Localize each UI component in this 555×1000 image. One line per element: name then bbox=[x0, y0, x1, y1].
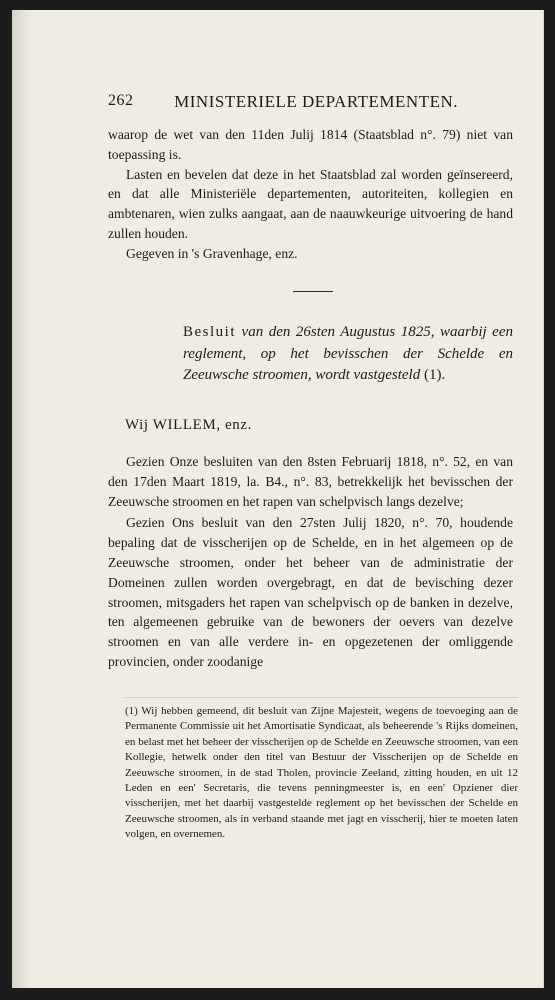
footnote-divider bbox=[125, 697, 518, 698]
decree-heading bbox=[183, 322, 513, 387]
section-divider bbox=[293, 291, 333, 292]
main-paragraph: Gezien Onze besluiten van den 8sten Februarij 1818, n°. 52, en van den 17den Maart 1819, la. B4., n°. 83, betrekkelijk het bevisschen der Zeeuwsche stroomen en het rapen van schelpvisch langs dezelve; bbox=[108, 454, 513, 509]
main-paragraph: Gezien Ons besluit van den 27sten Julij 1820, n°. 70, houdende bepaling dat de visscherijen op de Schelde, en in het algemeen op de Zeeuwsche stroomen, onder het beheer van de administratie der Domeinen zullen worden overgebragt, en dat de bevisching dezer stroomen, mitsgaders het rapen van schelpvisch op de banken in dezelve, ten algemeenen gebruike van de bewoners der oevers van dezelve stroomen en van alle verdere in- en opgezetenen der omliggende provincien, onder zoodanige bbox=[108, 515, 513, 669]
intro-paragraph: Lasten en bevelen dat deze in het Staatsblad zal worden geïnsereerd, en dat alle Ministeriële departementen, autoriteiten, kollegien en ambtenaren, wien zulks aangaat, aan de naauwkeurige uitvoering de hand zullen houden. bbox=[108, 166, 513, 241]
page-number: 262 bbox=[108, 92, 134, 109]
page-header bbox=[108, 92, 458, 112]
footnote: (1) Wij hebben gemeend, dit besluit van Zijne Majesteit, wegens de toevoeging aan de Permanente Commissie uit het Amortisatie Syndicaat, als beheerende 's Rijks domeinen, en belast met het beheer der visscherijen op de Schelde en Zeeuwsche stroomen, van een Kollegie, hetwelk onder den titel van Bestuur der Visscherijen op de Schelde en Zeeuwsche stroomen, in de stad Tholen, provincie Zeeland, zitting houden, en uit 12 Leden en een' Secretaris, die tevens penningmeester is, en een' Opziener dier visscherijen, met het daarbij vastgestelde reglement op het bevisschen der Schelde en Zeeuwsche stroomen, als in verband staande met jagt en visscherij, hier te moeten laten volgen, en overnemen. bbox=[125, 705, 518, 841]
intro-text bbox=[108, 125, 513, 264]
intro-paragraph: waarop de wet van den 11den Julij 1814 (Staatsblad n°. 79) niet van toepassing is. bbox=[108, 127, 513, 162]
main-text bbox=[108, 452, 513, 672]
intro-paragraph: Gegeven in 's Gravenhage, enz. bbox=[126, 245, 298, 261]
book-page bbox=[12, 10, 544, 988]
decree-lead: Besluit bbox=[183, 324, 237, 340]
opening-formula: Wij WILLEM, enz. bbox=[125, 417, 253, 433]
running-title: MINISTERIELE DEPARTEMENTEN. bbox=[174, 92, 458, 111]
decree-title: van den 26sten Augustus 1825, waarbij een reglement, op het bevisschen der Schelde en Zeeuwsche stroomen, wordt vastgesteld bbox=[183, 324, 513, 383]
footnote-reference: (1). bbox=[423, 367, 446, 383]
